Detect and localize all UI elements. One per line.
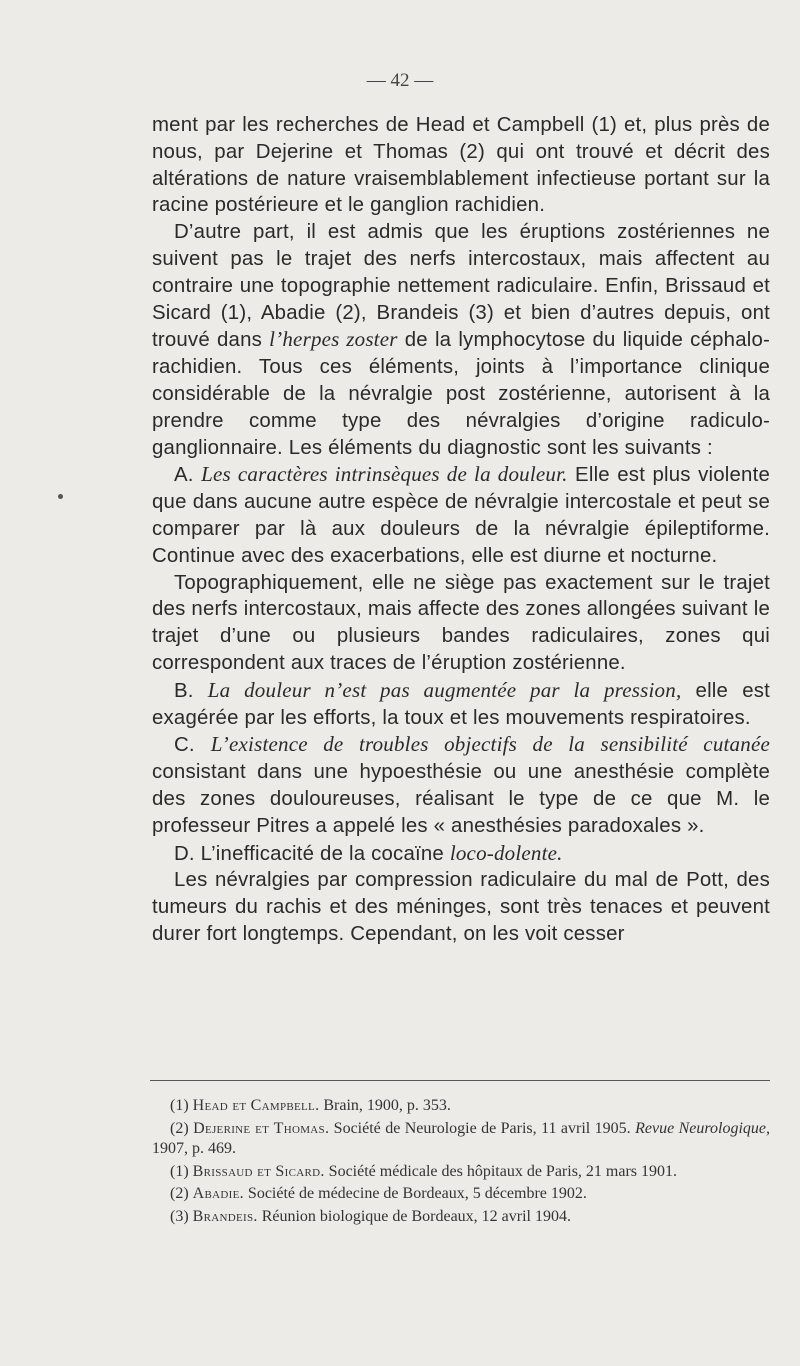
footnote-text: Réunion biologique de Bordeaux, 12 avril 1904. xyxy=(257,1207,571,1225)
paragraph-c-text: consistant dans une hypoesthésie ou une anesthésie complète des zones douloureuses, réalisant le type de ce que M. le professeur Pitres a appelé les « anesthésies paradoxales ». xyxy=(152,761,770,837)
footnote-text-after: 1907, p. 469. xyxy=(152,1140,236,1158)
paragraph-b-label: B. xyxy=(174,679,208,702)
footnote-mark: (2) xyxy=(170,1119,194,1137)
paragraph-2-italic: l’herpes zoster xyxy=(269,327,398,352)
footnote-authors: Dejerine et Thomas. xyxy=(193,1119,330,1137)
footnote-item xyxy=(152,1119,770,1160)
footnote-authors: Brissaud et Sicard. xyxy=(192,1162,325,1180)
footnote-divider xyxy=(150,1080,770,1081)
paragraph-a-label: A. xyxy=(174,464,202,487)
footnote-authors: Abadie. xyxy=(192,1185,244,1203)
page-number: — 42 — xyxy=(366,70,434,91)
paragraph-2 xyxy=(152,219,770,461)
paragraph-1 xyxy=(152,112,770,219)
footnote-mark: (1) xyxy=(170,1097,193,1114)
footnote-text: Société médicale des hôpitaux de Paris, 21 mars 1901. xyxy=(324,1162,678,1180)
paragraph-a xyxy=(152,461,770,569)
footnote-authors: Brandeis. xyxy=(192,1207,258,1225)
body-text xyxy=(152,112,770,948)
paragraph-2-text-a: D’autre part, il est admis que les éruptions zostériennes ne suivent pas le trajet des nerfs intercostaux, mais affectent au contraire une topographie nettement radiculaire. Enfin, Brissaud et Sicard (1), Abadie (2), Brandeis (3) et bien d’autres depuis, ont trouvé dans xyxy=(152,221,770,352)
paragraph-2-text-b: de la lymphocytose du liquide céphalo-rachidien. Tous ces éléments, joints à l’importance clinique considérable de la névralgie post zostérienne, autorisent à la prendre comme type des névralgies d’origine radiculo-ganglionnaire. Les éléments du diagnostic sont les suivants : xyxy=(152,329,770,459)
footnote-journal: Revue Neurologique, xyxy=(635,1119,771,1137)
paragraph-d-label: D. L’inefficacité de la cocaïne xyxy=(174,842,450,865)
paragraph-c xyxy=(152,731,770,839)
paragraph-a-italic: Les caractères intrinsèques de la douleur. xyxy=(201,462,568,487)
margin-mark xyxy=(58,494,63,499)
footnote-mark: (3) xyxy=(170,1207,193,1225)
paragraph-last xyxy=(152,867,770,947)
footnote-text: Brain, 1900, p. 353. xyxy=(319,1097,451,1114)
footnote-text: Société de médecine de Bordeaux, 5 décembre 1902. xyxy=(243,1185,587,1203)
paragraph-b xyxy=(152,677,770,732)
paragraph-a-text: Elle est plus violente que dans aucune autre espèce de névralgie intercostale et peut se comparer par là aux douleurs de la névralgie épileptiforme. Continue avec des exacerbations, elle est diurne et nocturne. xyxy=(152,464,771,567)
paragraph-topographie xyxy=(152,570,770,677)
paragraph-1-text: ment par les recherches de Head et Campbell (1) et, plus près de nous, par Dejerine et Thomas (2) qui ont trouvé et décrit des altérations de nature vraisemblablement infectieuse portant sur la racine postérieure et le ganglion rachidien. xyxy=(152,114,770,217)
paragraph-c-italic: L’existence de troubles objectifs de la sensibilité cutanée xyxy=(210,732,771,757)
paragraph-topographie-text: Topographiquement, elle ne siège pas exactement sur le trajet des nerfs intercostaux, mais affecte des zones allongées suivant le trajet d’une ou plusieurs bandes radiculaires, zones qui correspondent aux traces de l’éruption zostérienne. xyxy=(152,571,770,674)
footnote-item xyxy=(152,1207,770,1228)
footnote-item xyxy=(152,1096,770,1117)
footnotes xyxy=(152,1096,770,1230)
paragraph-d-italic: loco-dolente. xyxy=(449,840,563,865)
paragraph-b-text: elle est exagérée par les efforts, la toux et les mouvements respiratoires. xyxy=(152,679,771,729)
paragraph-last-text: Les névralgies par compression radiculaire du mal de Pott, des tumeurs du rachis et des méninges, sont très tenaces et peuvent durer fort longtemps. Cependant, on les voit cesser xyxy=(152,869,770,945)
paragraph-d xyxy=(152,840,770,868)
paragraph-c-label: C. xyxy=(174,734,211,757)
footnote-mark: (2) xyxy=(170,1185,193,1203)
footnote-mark: (1) xyxy=(170,1162,193,1180)
footnote-item xyxy=(152,1184,770,1205)
footnote-text: Société de Neurologie de Paris, 11 avril 1905. xyxy=(329,1119,636,1137)
footnote-item xyxy=(152,1162,770,1183)
paragraph-b-italic: La douleur n’est pas augmentée par la pression, xyxy=(207,677,682,702)
footnote-authors: Head et Campbell. xyxy=(192,1097,320,1114)
